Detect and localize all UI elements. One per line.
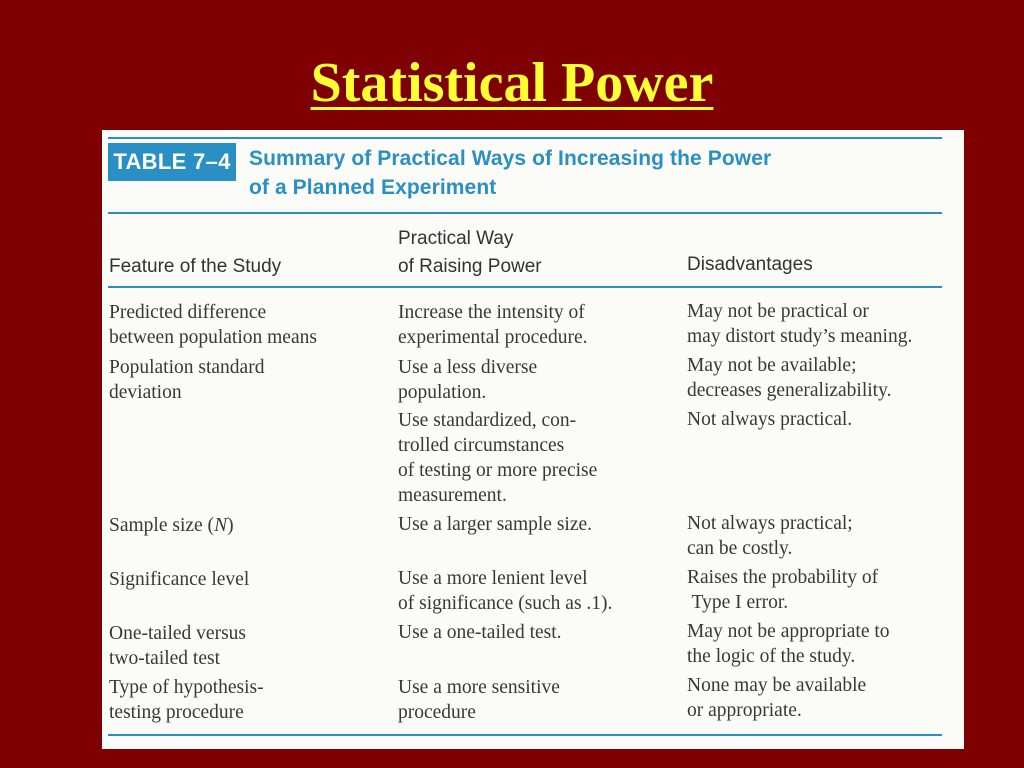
row-1-disadvantage: May not be practical or may distort study’s meaning. xyxy=(687,301,913,347)
header-rule xyxy=(108,286,942,288)
caption-line-1: Summary of Practical Ways of Increasing the Power xyxy=(249,147,772,170)
header-way-line2: of Raising Power xyxy=(398,256,542,277)
header-feature: Feature of the Study xyxy=(109,256,282,277)
row-6-disadvantage: May not be appropriate to the logic of the study. xyxy=(687,621,890,667)
row-2-feature: Population standard deviation xyxy=(109,357,265,403)
sample-size-symbol: N xyxy=(214,515,228,536)
row-4-feature: Sample size (N) xyxy=(109,515,234,536)
top-rule xyxy=(108,137,942,139)
slide-title-text: Statistical Power xyxy=(310,52,714,114)
bottom-rule xyxy=(108,734,942,736)
row-4-way: Use a larger sample size. xyxy=(398,514,593,535)
header-disadvantages: Disadvantages xyxy=(687,254,813,275)
table-label: TABLE 7–4 xyxy=(108,143,236,181)
row-5-disadvantage: Raises the probability of Type I error. xyxy=(687,567,879,613)
row-7-feature: Type of hypothesis- testing procedure xyxy=(109,677,264,723)
caption-line-2: of a Planned Experiment xyxy=(249,176,497,199)
row-2-disadvantage: May not be available; decreases generalizability. xyxy=(687,355,892,401)
row-3-way: Use standardized, con- trolled circumstances of testing or more precise measurement. xyxy=(398,410,598,506)
table-image xyxy=(102,130,964,749)
row-7-disadvantage: None may be available or appropriate. xyxy=(687,675,867,721)
row-3-disadvantage: Not always practical. xyxy=(687,409,853,430)
row-5-feature: Significance level xyxy=(109,569,250,590)
row-7-way: Use a more sensitive procedure xyxy=(398,677,560,723)
caption-rule xyxy=(108,212,942,214)
header-way-line1: Practical Way xyxy=(398,228,514,249)
row-1-way: Increase the intensity of experimental procedure. xyxy=(398,302,588,348)
row-6-feature: One-tailed versus two-tailed test xyxy=(109,623,246,669)
slide-title xyxy=(0,50,1024,116)
row-4-disadvantage: Not always practical; can be costly. xyxy=(687,513,853,559)
row-1-feature: Predicted difference between population means xyxy=(109,302,317,348)
table-caption xyxy=(249,144,809,202)
row-6-way: Use a one-tailed test. xyxy=(398,622,562,643)
row-2-way: Use a less diverse population. xyxy=(398,357,538,403)
row-5-way: Use a more lenient level of significance (such as .1). xyxy=(398,568,613,614)
